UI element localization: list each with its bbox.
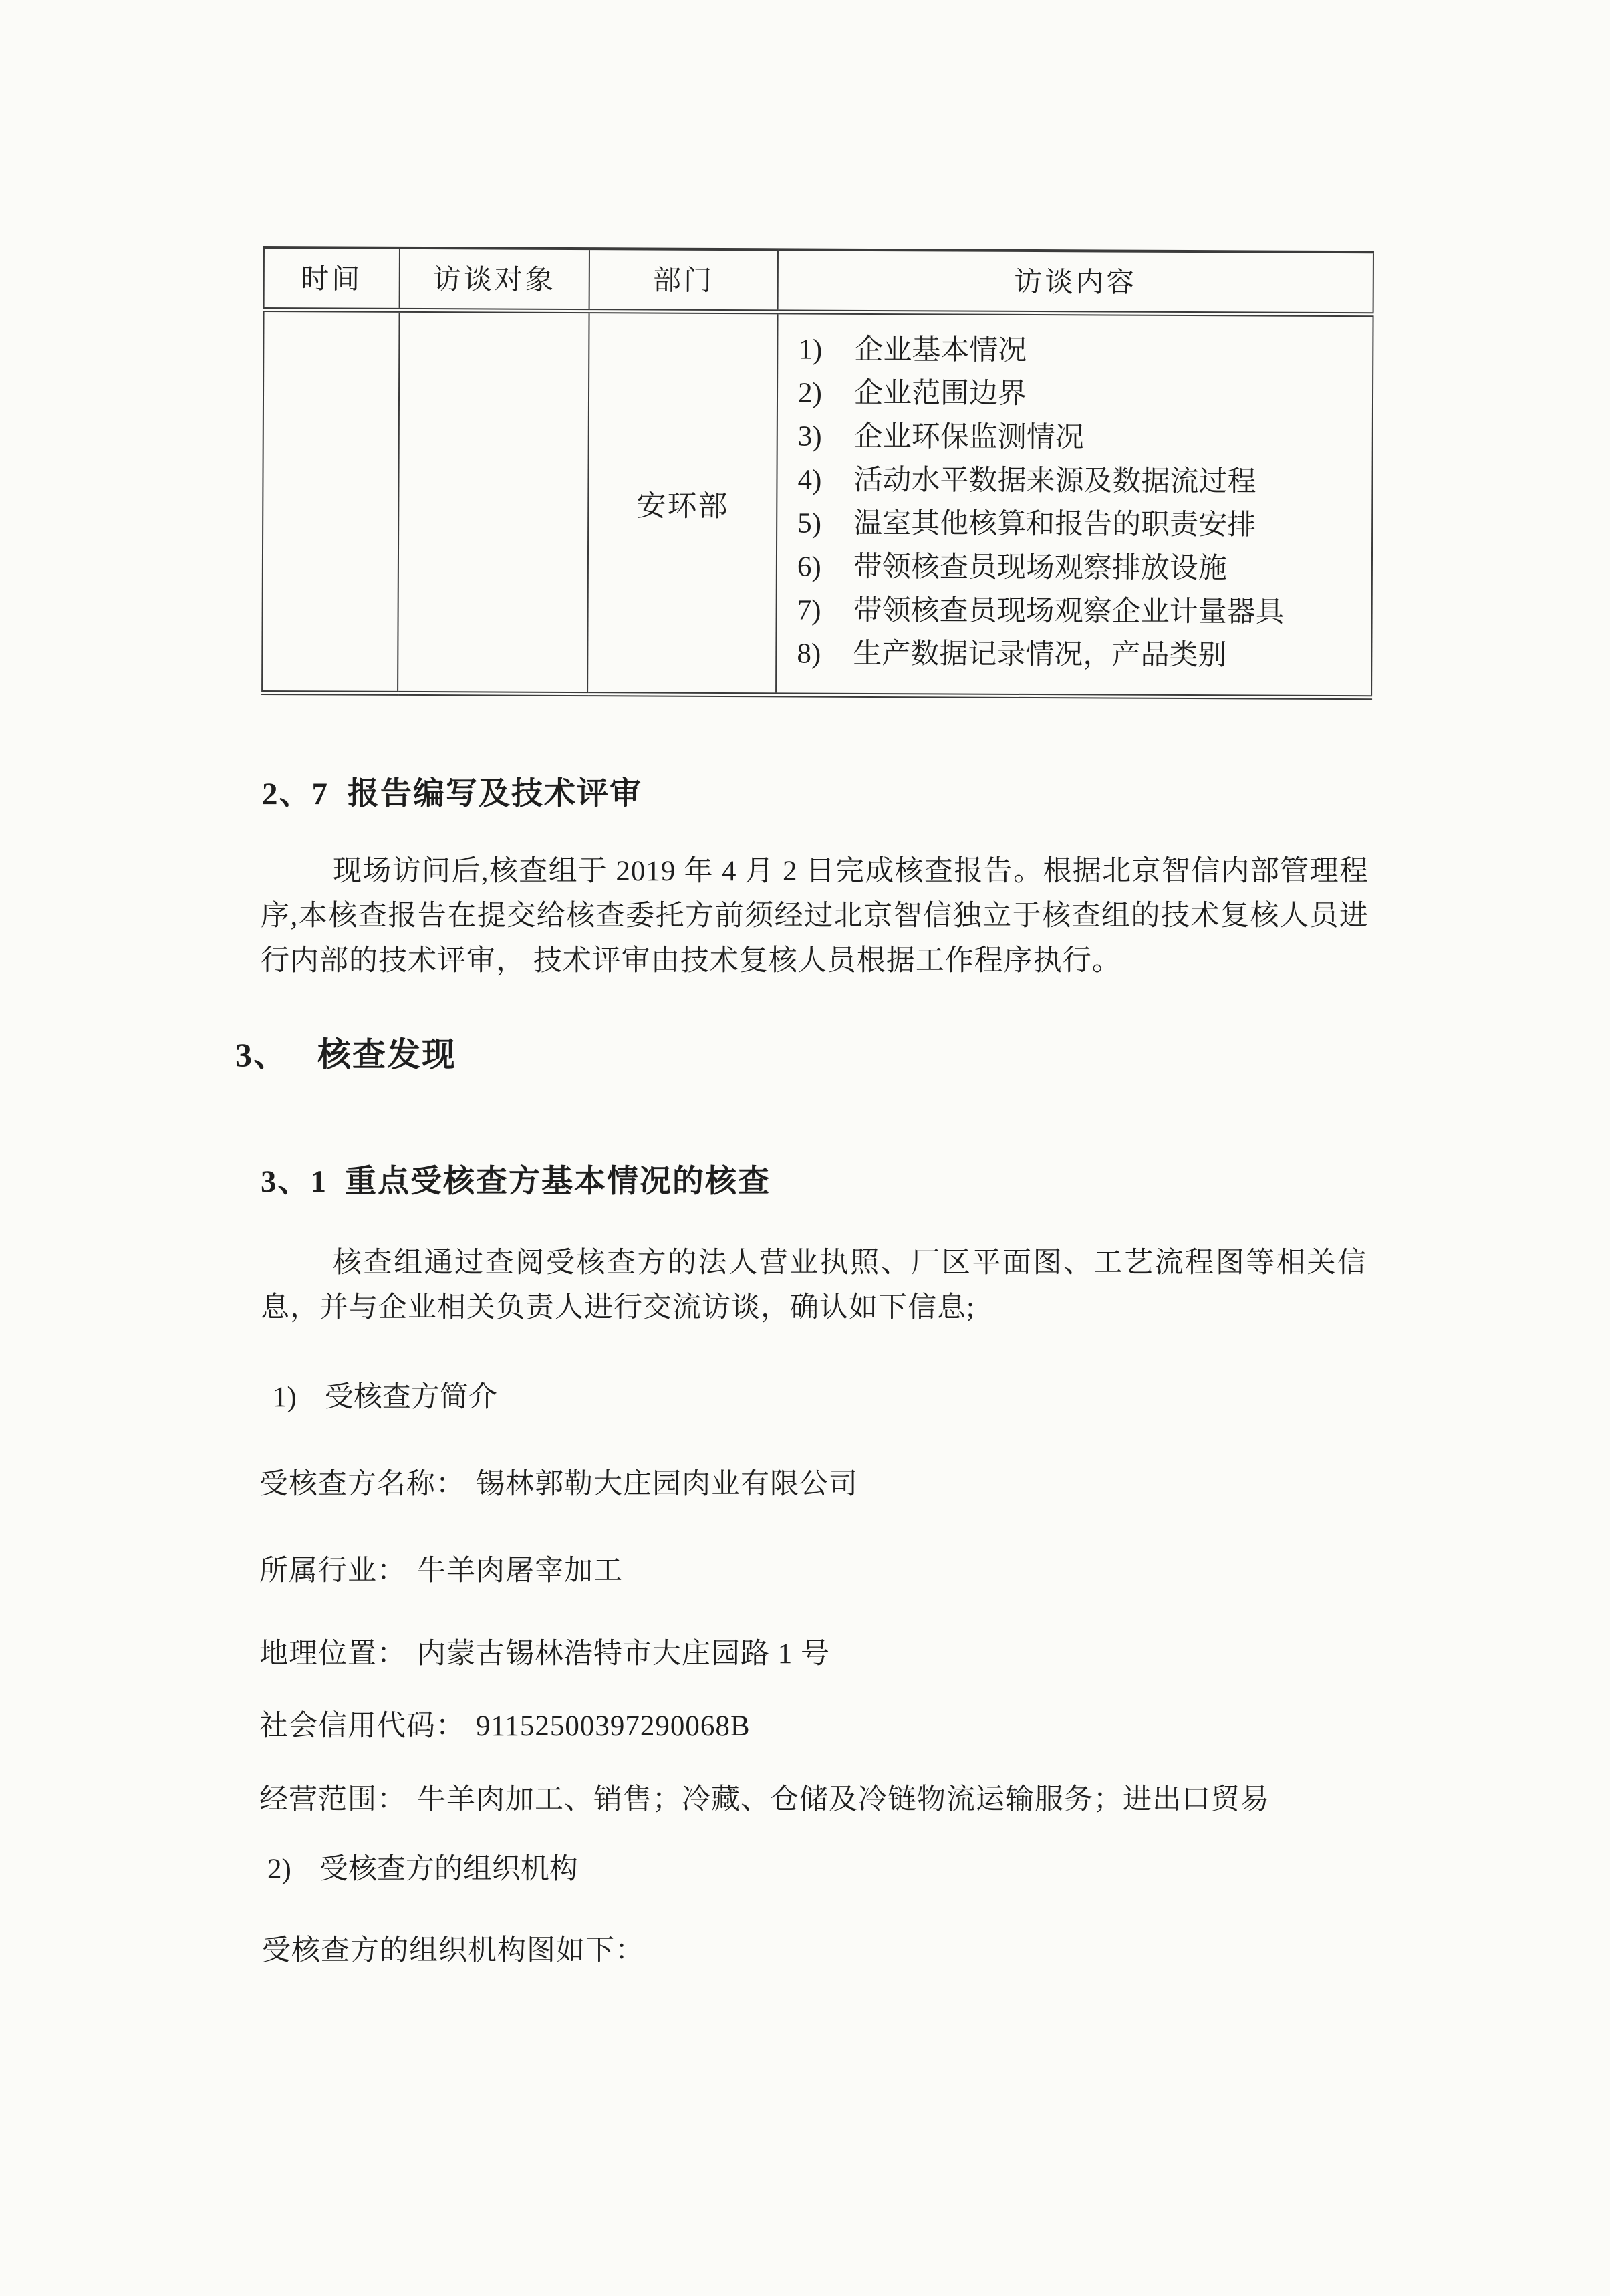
interview-content-item — [797, 545, 1363, 591]
field-value: 牛羊肉加工、销售；冷藏、仓储及冷链物流运输服务；进出口贸易 — [417, 1784, 1270, 1815]
field-value: 内蒙古锡林浩特市大庄园路 1 号 — [417, 1638, 830, 1670]
department-cell: 安环部 — [587, 311, 777, 695]
header-cell-time: 时间 — [264, 247, 400, 310]
subsection-title: 受核查方简介 — [324, 1382, 497, 1413]
field-company-name — [259, 1461, 858, 1502]
item-number: 8) — [797, 638, 821, 670]
field-label: 经营范围： — [259, 1784, 406, 1815]
section-title: 重点受核查方基本情况的核查 — [345, 1164, 771, 1199]
subsection-1-heading — [273, 1374, 497, 1415]
field-label: 地理位置： — [259, 1638, 406, 1670]
org-chart-intro-line: 受核查方的组织机构图如下： — [262, 1935, 644, 1966]
section-2-7-heading — [262, 769, 642, 813]
section-2-7-paragraph: 现场访问后,核查组于 2019 年 4 月 2 日完成核查报告。根据北京智信内部管理程序,本核查报告在提交给核查委托方前须经过北京智信独立于核查组的技术复核人员进行内部的技术评审， 技术评审由技术复核人员根据工作程序执行。 — [261, 856, 1369, 977]
item-number: 2) — [797, 377, 823, 409]
item-text: 生产数据记录情况，产品类别 — [853, 638, 1227, 672]
field-industry — [259, 1548, 623, 1589]
subsection-2-heading — [267, 1846, 578, 1887]
section-3-1-paragraph: 核查组通过查阅受核查方的法人营业执照、厂区平面图、工艺流程图等相关信息，并与企业相关负责人进行交流访谈，确认如下信息; — [261, 1247, 1367, 1323]
section-title: 核查发现 — [317, 1036, 456, 1073]
field-label: 社会信用代码： — [259, 1710, 465, 1742]
subsection-title: 受核查方的组织机构 — [319, 1854, 578, 1885]
interview-content-item — [797, 501, 1363, 547]
section-number: 2、7 — [262, 777, 329, 811]
time-cell — [262, 310, 399, 694]
interview-table — [261, 246, 1374, 700]
interview-content-item — [797, 588, 1363, 634]
section-3-1-heading — [261, 1156, 771, 1201]
item-number: 4) — [797, 464, 822, 496]
field-value: 锡林郭勒大庄园肉业有限公司 — [476, 1469, 858, 1500]
header-cell-interviewee: 访谈对象 — [399, 248, 589, 311]
field-label: 受核查方名称： — [259, 1469, 465, 1500]
interview-content-item — [797, 458, 1363, 504]
header-cell-department: 部门 — [589, 249, 778, 312]
item-number: 6) — [797, 551, 821, 583]
item-text: 温室其他核算和报告的职责安排 — [853, 507, 1256, 541]
field-business-scope — [259, 1777, 1270, 1817]
section-3-heading — [235, 1028, 456, 1076]
table-header-row — [264, 247, 1373, 315]
field-credit-code — [259, 1703, 751, 1744]
subsection-number: 1) — [273, 1382, 297, 1413]
field-value: 牛羊肉屠宰加工 — [417, 1555, 623, 1587]
interview-content-item — [797, 632, 1363, 678]
field-label: 所属行业： — [259, 1555, 406, 1587]
item-text: 活动水平数据来源及数据流过程 — [853, 464, 1256, 498]
item-text: 带领核查员现场观察排放设施 — [853, 551, 1228, 585]
interview-content-cell — [776, 312, 1373, 698]
interview-content-list — [797, 328, 1364, 678]
item-number: 5) — [797, 507, 822, 539]
item-text: 带领核查员现场观察企业计量器具 — [853, 594, 1285, 628]
interview-content-item — [798, 328, 1364, 374]
subsection-number: 2) — [267, 1854, 291, 1885]
field-value: 91152500397290068B — [476, 1710, 751, 1742]
item-number: 3) — [797, 420, 822, 453]
header-cell-content: 访谈内容 — [778, 249, 1373, 314]
table-row — [262, 310, 1373, 698]
interviewee-cell — [398, 310, 589, 694]
item-text: 企业基本情况 — [854, 334, 1027, 366]
section-number: 3、1 — [261, 1164, 327, 1199]
section-number: 3、 — [235, 1036, 288, 1073]
item-number: 7) — [797, 594, 821, 626]
item-text: 企业环保监测情况 — [853, 420, 1084, 454]
section-title: 报告编写及技术评审 — [348, 777, 642, 811]
item-text: 企业范围边界 — [853, 377, 1027, 410]
interview-content-item — [798, 371, 1364, 417]
field-location — [259, 1631, 830, 1672]
item-number: 1) — [798, 334, 823, 366]
interview-content-item — [798, 414, 1364, 461]
